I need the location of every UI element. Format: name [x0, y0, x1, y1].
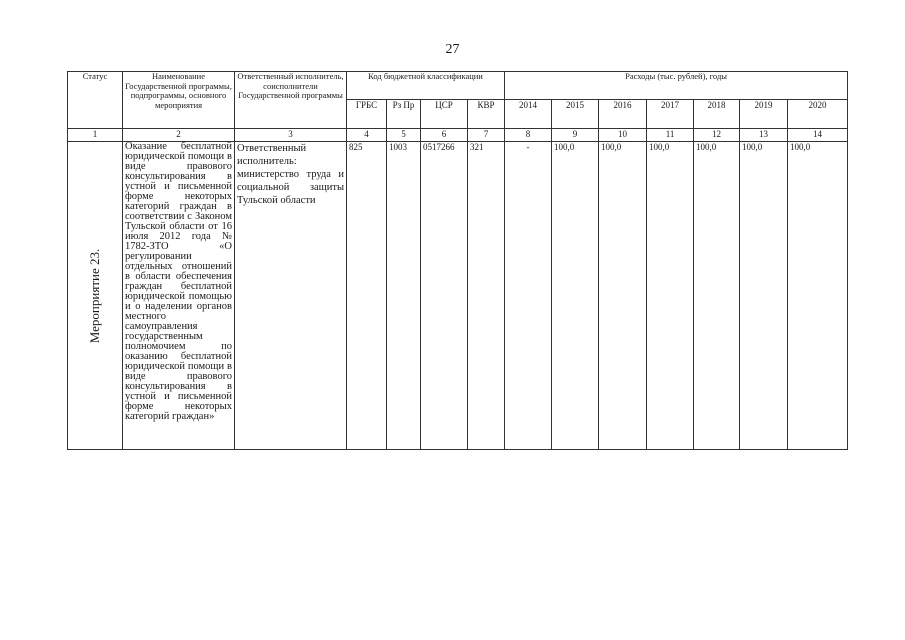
column-number: 3 — [235, 129, 347, 142]
table-row — [68, 142, 848, 450]
header-year: 2019 — [740, 100, 788, 129]
header-status: Статус — [68, 72, 123, 129]
header-code-csr: ЦСР — [421, 100, 468, 129]
column-number: 9 — [552, 129, 599, 142]
page-number: 27 — [445, 42, 460, 57]
code-kvr: 321 — [468, 142, 505, 450]
header-code-grbs: ГРБС — [347, 100, 387, 129]
header-budget-code: Код бюджетной классификации — [347, 72, 505, 100]
header-year: 2014 — [505, 100, 552, 129]
expense-value: - — [505, 142, 552, 450]
column-number: 4 — [347, 129, 387, 142]
header-expenses: Расходы (тыс. рублей), годы — [505, 72, 848, 100]
measure-name: Оказание бесплатной юридической помощи в виде правового консультирования в устной и письменной форме некоторых категорий граждан в соответствии с Законом Тульской области от 16 июля 2012 года № 1782-ЗТО «О регулировании отдельных отношений в области обеспечения граждан бесплатной юридической помощью и о наделении органов местного самоуправления государственным полномочием по оказанию бесплатной юридической помощи в виде правового консультирования в устной и письменной форме некоторых категорий граждан» — [123, 142, 235, 450]
header-name: Наименование Государственной программы, подпрограммы, основного мероприятия — [123, 72, 235, 129]
code-csr: 0517266 — [421, 142, 468, 450]
column-number: 6 — [421, 129, 468, 142]
expense-value: 100,0 — [599, 142, 647, 450]
column-number: 2 — [123, 129, 235, 142]
code-grbs: 825 — [347, 142, 387, 450]
column-number: 5 — [387, 129, 421, 142]
status-cell — [68, 142, 123, 450]
expense-value: 100,0 — [694, 142, 740, 450]
header-year: 2020 — [788, 100, 848, 129]
expense-value: 100,0 — [552, 142, 599, 450]
expense-value: 100,0 — [740, 142, 788, 450]
column-number: 13 — [740, 129, 788, 142]
column-number: 1 — [68, 129, 123, 142]
column-number: 7 — [468, 129, 505, 142]
budget-table — [67, 71, 848, 450]
header-year: 2017 — [647, 100, 694, 129]
header-year: 2018 — [694, 100, 740, 129]
column-number: 14 — [788, 129, 848, 142]
expense-value: 100,0 — [788, 142, 848, 450]
header-code-rzpr: Рз Пр — [387, 100, 421, 129]
header-year: 2016 — [599, 100, 647, 129]
header-code-kvr: КВР — [468, 100, 505, 129]
column-number: 12 — [694, 129, 740, 142]
status-text: Мероприятие 23. — [87, 248, 102, 343]
column-number: 11 — [647, 129, 694, 142]
responsible-executor: Ответственный исполнитель: министерство труда и социальной защиты Тульской области — [235, 142, 347, 450]
header-executor: Ответственный исполнитель, соисполнители Государственной программы — [235, 72, 347, 129]
column-number: 10 — [599, 129, 647, 142]
column-number: 8 — [505, 129, 552, 142]
column-number-row — [68, 129, 848, 142]
expense-value: 100,0 — [647, 142, 694, 450]
header-row — [68, 72, 848, 100]
header-year: 2015 — [552, 100, 599, 129]
code-rzpr: 1003 — [387, 142, 421, 450]
